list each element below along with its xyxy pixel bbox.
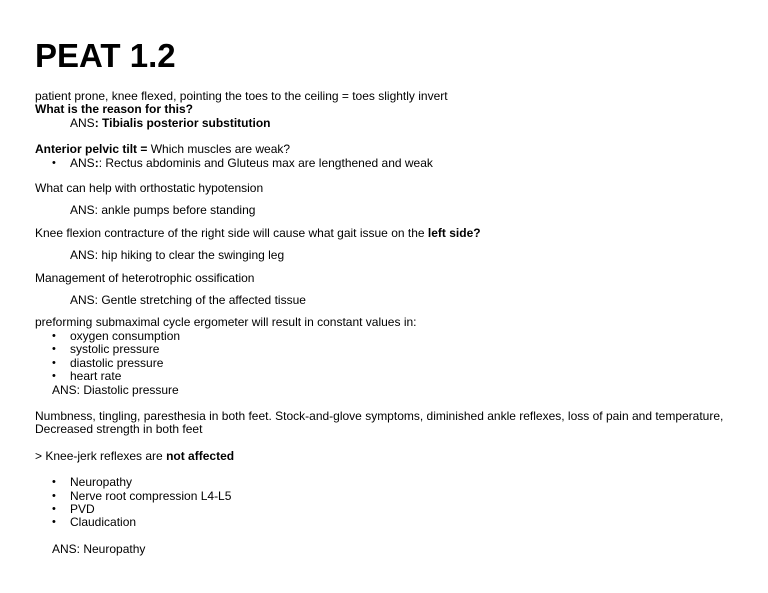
q7-answer: ANS: Neuropathy xyxy=(52,541,146,556)
q2-ans-text: : Rectus abdominis and Gluteus max are lengthened and weak xyxy=(98,155,433,170)
q5-answer: ANS: Gentle stretching of the affected tissue xyxy=(70,293,306,308)
q7-option: • Neuropathy xyxy=(35,476,735,489)
q7-note-bold: not affected xyxy=(166,448,235,463)
q6-option: • diastolic pressure xyxy=(35,357,735,370)
q1-question: What is the reason for this? xyxy=(35,102,194,117)
q4-answer xyxy=(35,249,735,262)
q5-question: Management of heterotrophic ossification xyxy=(35,270,255,285)
q7-note-text: > Knee-jerk reflexes are xyxy=(35,448,167,463)
q4-ans-prefix: ANS xyxy=(70,248,95,263)
q6-option: • systolic pressure xyxy=(35,343,735,356)
document-page xyxy=(35,36,735,556)
page-title: PEAT 1.2 xyxy=(35,37,176,74)
q3-answer: ANS: ankle pumps before standing xyxy=(70,203,256,218)
q2-answer: • ANS:: Rectus abdominis and Gluteus max are lengthened and weak xyxy=(35,157,735,170)
q7-note xyxy=(35,450,735,463)
q4-ans-text: : hip hiking to clear the swinging leg xyxy=(94,248,285,263)
q2-question xyxy=(35,143,735,156)
q4-question-text: Knee flexion contracture of the right side will cause what gait issue on the xyxy=(35,225,428,240)
q1-stem: patient prone, knee flexed, pointing the toes to the ceiling = toes slightly invert xyxy=(35,89,448,103)
q2-term: Anterior pelvic tilt = xyxy=(35,142,148,157)
q2-question-text: Which muscles are weak? xyxy=(147,142,291,157)
q6-option: • oxygen consumption xyxy=(35,330,735,343)
q2-ans-prefix: ANS xyxy=(70,155,95,170)
q1-ans-prefix: ANS xyxy=(70,115,95,130)
q6-option: • heart rate xyxy=(35,370,735,383)
q1-ans-text: : Tibialis posterior substitution xyxy=(94,115,271,130)
q7-option: • Nerve root compression L4-L5 xyxy=(35,490,735,503)
q6-question: preforming submaximal cycle ergometer will result in constant values in: xyxy=(35,315,417,330)
q6-answer: ANS: Diastolic pressure xyxy=(52,382,179,397)
q4-question-bold: left side? xyxy=(427,225,481,240)
q7-option: • PVD xyxy=(35,503,735,516)
q3-question: What can help with orthostatic hypotension xyxy=(35,181,264,196)
q7-stem: Numbness, tingling, paresthesia in both feet. Stock-and-glove symptoms, diminished ankle reflexes, loss of pain and temperature, Decreased strength in both feet xyxy=(35,408,724,437)
q4-question xyxy=(35,227,735,240)
q1-answer xyxy=(35,117,735,130)
q7-option: • Claudication xyxy=(35,516,735,529)
